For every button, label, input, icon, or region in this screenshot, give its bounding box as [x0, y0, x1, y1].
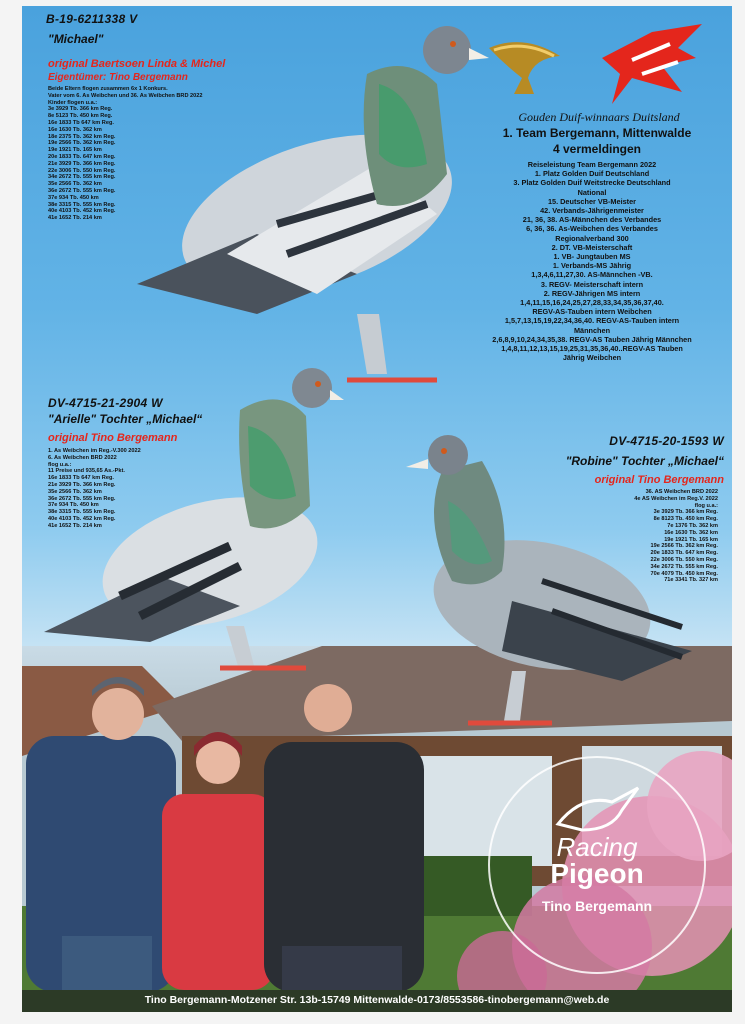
- stat-line: Vater vom 6. As Weibchen und 36. As Weibchen BRD 2022: [48, 92, 203, 99]
- achievement-line: 3. REGV- Meisterschaft intern: [540, 279, 644, 289]
- trophy-caption: Gouden Duif-winnaars Duitsland: [518, 110, 680, 124]
- pigeon-2-nickname: "Arielle" Tochter „Michael“: [48, 412, 203, 426]
- pigeon-1-origin: original Baertsoen Linda & Michel: [48, 58, 226, 70]
- achievement-line: 2. DT. VB-Meisterschaft: [551, 242, 633, 252]
- stat-line: 4e AS Weibchen im Reg.V. 2022: [634, 495, 718, 502]
- dove-icon: [552, 784, 642, 836]
- stat-line: 37e 934 Tb. 450 km: [48, 194, 99, 201]
- stat-line: 71e 3341 Tb. 327 km: [664, 577, 718, 584]
- team-mentions: 4 vermeldingen: [552, 142, 642, 156]
- achievement-line: Männchen: [573, 325, 611, 335]
- golden-dove-trophy: [484, 28, 566, 98]
- stat-line: 22e 3006 Tb. 550 km Reg.: [48, 167, 116, 174]
- stat-line: Beide Eltern flogen zusammen 6x 1 Konkurs.: [48, 86, 168, 92]
- pigeon-1-nickname: "Michael": [48, 32, 104, 46]
- stat-line: Kinder flogen u.a.:: [48, 99, 98, 106]
- stat-line: 34e 2672 Tb. 555 km Reg.: [650, 563, 718, 570]
- stat-line: 19e 1921 Tb. 165 km: [664, 536, 718, 543]
- achievement-line: 6, 36, 36. As-Weibchen des Verbandes: [526, 224, 658, 234]
- achievement-line: REGV-AS-Tauben intern Weibchen: [532, 307, 652, 317]
- pigeon-3-nickname: "Robine" Tochter „Michael“: [565, 454, 724, 468]
- stat-line: 36e 2672 Tb. 555 km Reg.: [48, 187, 116, 194]
- stat-line: 38e 3315 Tb. 555 km Reg.: [48, 201, 116, 208]
- stat-line: 34e 2672 Tb. 555 km Reg.: [48, 174, 116, 181]
- stat-line: 21e 3929 Tb. 366 km Reg.: [48, 481, 116, 488]
- stat-line: 21e 3929 Tb. 366 km Reg.: [48, 160, 116, 167]
- achievement-line: 3. Platz Golden Duif Weitstrecke Deutschland: [513, 178, 671, 188]
- achievement-line: 42. Verbands-Jährigenmeister: [540, 206, 644, 216]
- stat-line: 22e 3006 Tb. 550 km Reg.: [650, 556, 718, 563]
- racing-pigeon-logo: [488, 756, 706, 974]
- pigeon-1-ring: B-19-6211338 V: [46, 12, 138, 26]
- stat-line: 36. AS Weibchen BRD 2022: [645, 489, 718, 495]
- pigeon-1-owner: Eigentümer: Tino Bergemann: [48, 72, 188, 83]
- stat-line: 8e 5123 Tb. 450 km Reg.: [48, 113, 113, 120]
- logo-line-1: Racing: [556, 832, 638, 862]
- stat-line: 41e 1652 Tb. 214 km: [48, 215, 102, 222]
- pigeon-3-stats: [562, 489, 718, 584]
- achievement-line: 21, 36, 38. AS-Männchen des Verbandes: [522, 215, 662, 225]
- achievement-line: Reiseleistung Team Bergemann 2022: [527, 160, 657, 169]
- pigeon-2-ring: DV-4715-21-2904 W: [48, 396, 163, 410]
- achievement-line: 1. VB- Jungtauben MS: [553, 252, 631, 262]
- red-dove-emblem: [592, 18, 710, 110]
- stat-line: 16e 1630 Tb. 362 km: [664, 529, 718, 536]
- stat-line: 40e 4103 Tb. 452 km Reg.: [48, 515, 116, 522]
- stat-line: 20e 1833 Tb. 647 km Reg.: [48, 153, 116, 160]
- footer-contact: Tino Bergemann-Motzener Str. 13b-15749 Mittenwalde-0173/8553586-tinobergemann@web.de: [144, 994, 610, 1006]
- stat-line: 38e 3315 Tb. 555 km Reg.: [48, 509, 116, 516]
- stat-line: flog u.a.:: [48, 461, 72, 468]
- stat-line: 35e 2566 Tb. 362 km: [48, 488, 102, 495]
- stat-line: 36e 2672 Tb. 555 km Reg.: [48, 495, 116, 502]
- stat-line: 7e 1376 Tb. 362 km: [667, 522, 718, 529]
- achievement-line: 1,5,7,13,15,19,22,34,36,40. REGV-AS-Tauben intern: [504, 316, 680, 326]
- stat-line: 16e 1833 Tb 647 km Reg.: [48, 119, 114, 126]
- logo-line-2: Pigeon: [550, 858, 644, 889]
- achievement-line: 1. Verbands-MS Jährig: [552, 261, 632, 271]
- stat-line: 6. As Weibchen BRD 2022: [48, 454, 117, 461]
- stat-line: 16e 1630 Tb. 362 km: [48, 126, 102, 133]
- stat-line: 19e 2566 Tb. 362 km Reg.: [650, 543, 718, 550]
- stat-line: 41e 1652 Tb. 214 km: [48, 522, 102, 529]
- achievement-line: 1,4,8,11,12,13,15,19,25,31,35,36,40..REGV-AS Tauben: [501, 344, 683, 354]
- pigeon-2-stats: [48, 448, 141, 530]
- stat-line: 19e 1921 Tb. 165 km: [48, 147, 102, 154]
- team-achievements: [452, 160, 732, 362]
- achievement-line: Regionalverband 300: [555, 233, 629, 243]
- achievement-line: 2,6,8,9,10,24,34,35,38. REGV-AS Tauben Jährig Männchen: [492, 334, 692, 344]
- achievement-line: Jährig Weibchen: [562, 353, 622, 363]
- achievement-line: 2. REGV-Jährigen MS intern: [543, 288, 641, 298]
- stat-line: 37e 934 Tb. 450 km: [48, 502, 99, 509]
- stat-line: 3e 3929 Tb. 366 km Reg.: [48, 106, 113, 113]
- stat-line: 19e 2566 Tb. 362 km Reg.: [48, 140, 116, 147]
- stat-line: flog u.a.:: [694, 502, 718, 509]
- stat-line: 3e 3929 Tb. 366 km Reg.: [653, 509, 718, 516]
- achievement-line: 1,3,4,6,11,27,30. AS-Männchen -VB.: [531, 270, 653, 280]
- stat-line: 8e 8123 Tb. 450 km Reg.: [653, 516, 718, 523]
- logo-line-3: Tino Bergemann: [541, 898, 653, 914]
- stat-line: 11 Preise und 935,65 As.-Pkt.: [48, 468, 125, 475]
- achievement-line: 1. Platz Golden Duif Deutschland: [534, 169, 650, 179]
- stat-line: 40e 4103 Tb. 452 km Reg.: [48, 208, 116, 215]
- pigeon-3-origin: original Tino Bergemann: [594, 474, 724, 486]
- team-name: 1. Team Bergemann, Mittenwalde: [502, 126, 692, 140]
- pigeon-2-origin: original Tino Bergemann: [48, 432, 178, 444]
- pigeon-3-ring: DV-4715-20-1593 W: [609, 434, 724, 448]
- pigeon-1-stats: [48, 86, 203, 222]
- footer-bar: [22, 990, 732, 1012]
- stat-line: 18e 2375 Tb. 362 km Reg.: [48, 133, 116, 140]
- achievement-line: 1,4,11,15,16,24,25,27,28,33,34,35,36,37,40.: [520, 298, 664, 308]
- achievement-line: National: [577, 187, 607, 197]
- poster: [22, 6, 732, 1012]
- stat-line: 35e 2566 Tb. 362 km: [48, 181, 102, 188]
- people-photo: [22, 646, 442, 1012]
- stat-line: 1. As Weibchen im Reg.-V.300 2022: [48, 448, 141, 454]
- stat-line: 70e 4079 Tb. 450 km Reg.: [650, 570, 718, 577]
- stat-line: 20e 1833 Tb. 647 km Reg.: [650, 550, 718, 557]
- achievement-line: 15. Deutscher VB-Meister: [547, 196, 636, 206]
- stat-line: 16e 1833 Tb 647 km Reg.: [48, 475, 114, 482]
